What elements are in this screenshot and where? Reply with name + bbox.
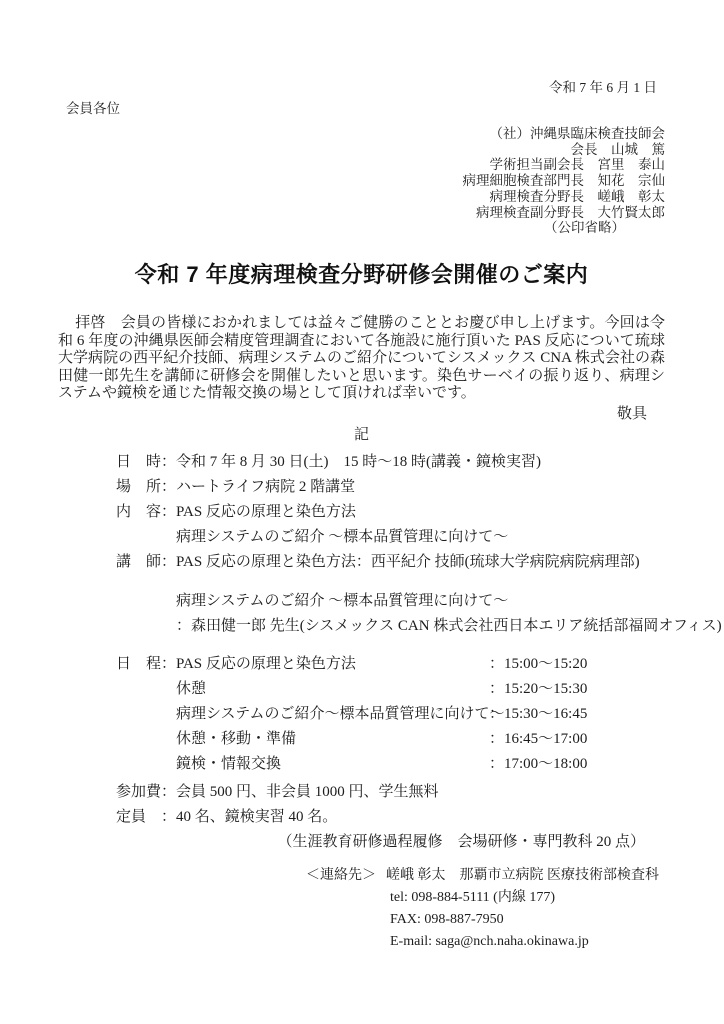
- contact-section: [306, 865, 665, 953]
- schedule-row: [116, 677, 665, 702]
- schedule-item: PAS 反応の原理と染色方法: [176, 655, 356, 672]
- contact-email: E-mail: saga@nch.naha.okinawa.jp: [390, 933, 589, 949]
- fee-value: 会員 500 円、非会員 1000 円、学生無料: [176, 783, 439, 800]
- sender-line-president: 会長 山城 篤: [570, 141, 665, 157]
- contact-tel: tel: 098-884-5111 (内線 177): [390, 889, 555, 905]
- details-section: [116, 450, 722, 639]
- detail-value-lecturer: PAS 反応の原理と染色方法：西平紀介 技師(琉球大学病院病院病理部): [176, 553, 640, 570]
- schedule-label: [116, 702, 176, 727]
- detail-row-content-2: 病理システムのご紹介 〜標本品質管理に向けて〜: [176, 528, 509, 545]
- schedule-label: [116, 727, 176, 752]
- detail-label-place: 場 所：: [116, 478, 177, 495]
- fees-section: [116, 780, 665, 830]
- schedule-item: 病理システムのご紹介〜標本品質管理に向けて〜: [176, 705, 505, 722]
- schedule-time: ：15:00〜15:20: [489, 655, 588, 672]
- closing-word: 敬具: [616, 405, 647, 422]
- schedule-row: [116, 727, 665, 752]
- schedule-section: [116, 652, 665, 777]
- record-marker: 記: [353, 426, 369, 443]
- detail-value-datetime: 令和 7 年 8 月 30 日(土) 15 時〜18 時(講義・鏡検実習): [176, 453, 541, 470]
- sender-line-dept-chief: 病理細胞検査部門長 知花 宗仙: [462, 173, 665, 189]
- sender-block: [58, 126, 665, 236]
- detail-row-lecturer-3: ：森田健一郎 先生(シスメックス CAN 株式会社西日本エリア統括部福岡オフィス): [176, 617, 722, 634]
- contact-heading: ＜連絡先＞: [306, 867, 376, 883]
- capacity-row: [116, 805, 665, 830]
- document-title: 令和 7 年度病理検査分野研修会開催のご案内: [134, 261, 589, 287]
- schedule-label: [116, 752, 176, 777]
- sender-line-deputy-chief: 病理検査副分野長 大竹賢太郎: [476, 204, 665, 220]
- schedule-item: 休憩・移動・準備: [176, 730, 297, 747]
- schedule-label: [116, 677, 176, 702]
- recipient: 会員各位: [66, 101, 120, 116]
- sender-line-vice-president: 学術担当副会長 宮里 泰山: [489, 157, 665, 173]
- detail-row-datetime: [116, 450, 665, 475]
- schedule-item: 休憩: [176, 680, 207, 697]
- fee-label: 参加費：: [116, 783, 177, 800]
- seal-omitted-note: （公印省略）: [544, 220, 625, 236]
- detail-row-place: [116, 475, 665, 500]
- greeting-paragraph: 拝啓 会員の皆様におかれましては益々ご健勝のこととお慶び申し上げます。今回は令和 6 年度の沖縄県医師会精度管理調査において各施設に施行頂いた PAS 反応について琉球大学病院の西平紀介技師、病理システムのご紹介についてシスメックス CNA 株式会社の森田健一郎先生を講師に研修会を開催したいと思います。染色サーベイの振り返り、病理システムや鏡検を通じた情報交換の場として頂ければ幸いです。: [58, 314, 665, 402]
- detail-value-place: ハートライフ病院 2 階講堂: [176, 478, 356, 495]
- schedule-row: [116, 702, 665, 727]
- schedule-time: ：17:00〜18:00: [489, 755, 588, 772]
- detail-row-lecturer-2: 病理システムのご紹介 〜標本品質管理に向けて〜: [176, 592, 509, 609]
- capacity-label: 定員 ：: [116, 808, 177, 825]
- schedule-row: [116, 752, 665, 777]
- detail-row-content: [116, 500, 665, 525]
- sender-line-division-chief: 病理検査分野長 嵯峨 彰太: [489, 188, 665, 204]
- detail-label-lecturer: 講 師：: [116, 553, 177, 570]
- detail-label-content: 内 容：: [116, 503, 177, 520]
- credit-note: （生涯教育研修過程履修 会場研修・専門教科 20 点）: [277, 833, 645, 850]
- detail-value-content: PAS 反応の原理と染色方法: [176, 503, 356, 520]
- sender-org: （社）沖縄県臨床検査技師会: [489, 126, 665, 141]
- schedule-label: 日 程：: [116, 655, 177, 672]
- contact-fax: FAX: 098-887-7950: [390, 911, 504, 927]
- detail-row-lecturer: [116, 550, 665, 575]
- contact-heading-row: [306, 865, 665, 887]
- schedule-time: ：15:20〜15:30: [489, 680, 588, 697]
- schedule-time: ：16:45〜17:00: [489, 730, 588, 747]
- capacity-value: 40 名、鏡検実習 40 名。: [176, 808, 338, 825]
- fee-row: [116, 780, 665, 805]
- contact-person: 嵯峨 彰太 那覇市立病院 医療技術部検査科: [386, 867, 659, 883]
- detail-label-datetime: 日 時：: [116, 453, 177, 470]
- schedule-row: [116, 652, 665, 677]
- schedule-item: 鏡検・情報交換: [176, 755, 282, 772]
- schedule-time: ：15:30〜16:45: [489, 705, 588, 722]
- date-line: 令和 7 年 6 月 1 日: [549, 80, 657, 95]
